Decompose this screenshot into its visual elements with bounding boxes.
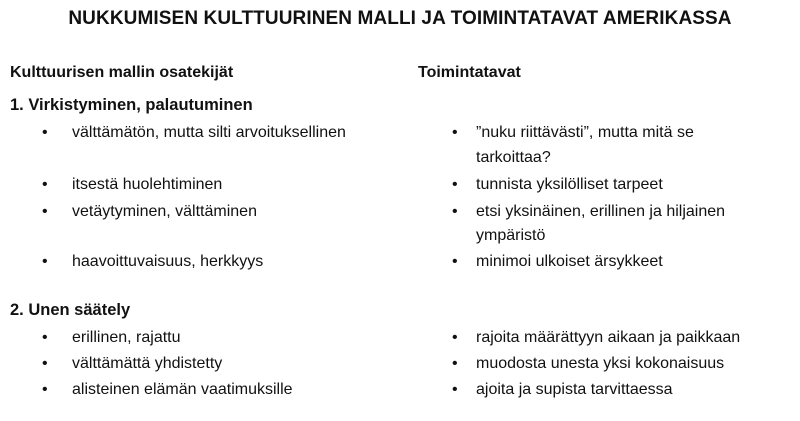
bullet-icon: • xyxy=(452,355,458,372)
right-column-header: Toimintatavat xyxy=(418,64,521,81)
bullet-icon: • xyxy=(42,203,48,220)
bullet-icon: • xyxy=(452,329,458,346)
section-heading-recovery: 1. Virkistyminen, palautuminen xyxy=(10,96,253,114)
bullet-icon: • xyxy=(42,253,48,270)
bullet-icon: • xyxy=(452,176,458,193)
bullet-icon: • xyxy=(42,329,48,346)
bullet-icon: • xyxy=(452,253,458,270)
bullet-icon: • xyxy=(452,381,458,398)
section-heading-sleep-regulation: 2. Unen säätely xyxy=(10,301,131,319)
page-title: NUKKUMISEN KULTTUURINEN MALLI JA TOIMINTATAVAT AMERIKASSA xyxy=(68,8,732,29)
left-column-header: Kulttuurisen mallin osatekijät xyxy=(10,64,234,81)
bullet-icon: • xyxy=(452,203,458,220)
bullet-icon: • xyxy=(42,176,48,193)
bullet-icon: • xyxy=(42,381,48,398)
bullet-icon: • xyxy=(42,124,48,141)
bullet-icon: • xyxy=(42,355,48,372)
bullet-icon: • xyxy=(452,124,458,141)
